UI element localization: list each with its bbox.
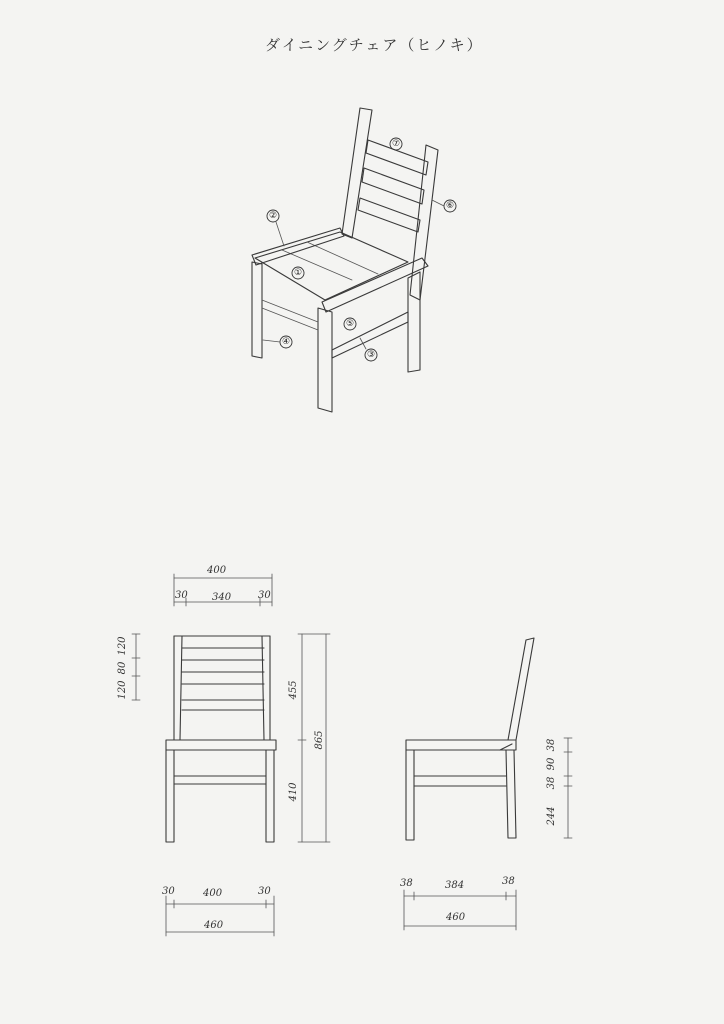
dim-rail-2: 90 (546, 757, 557, 771)
dim-total-height: 865 (314, 730, 325, 750)
dim-side-bottom-total: 460 (446, 912, 466, 923)
part-4-label: ④ (281, 337, 291, 347)
part-5-label: ⑤ (345, 319, 355, 329)
dim-back-1: 120 (117, 636, 128, 656)
part-3-label: ③ (366, 350, 376, 360)
dim-top-side-left: 30 (175, 590, 188, 601)
part-1-label: ① (293, 268, 303, 278)
dim-bottom-inner: 400 (203, 888, 223, 899)
dim-bottom-side-left: 30 (162, 886, 175, 897)
dim-top-side-right: 30 (258, 590, 271, 601)
dim-seat-height: 410 (288, 782, 299, 802)
dim-back-height: 455 (288, 680, 299, 700)
dim-side-bottom-left: 38 (400, 878, 413, 889)
dim-bottom-side-right: 30 (258, 886, 271, 897)
part-2-label: ② (268, 211, 278, 221)
dim-leg-height: 244 (546, 806, 557, 826)
isometric-chair (252, 108, 438, 412)
dim-back-3: 120 (117, 680, 128, 700)
dim-top-inner: 340 (212, 592, 232, 603)
drawing-title: ダイニングチェア（ヒノキ） (265, 36, 484, 54)
part-6-label: ⑥ (445, 201, 455, 211)
front-view (117, 565, 330, 936)
dim-top-width: 400 (207, 565, 227, 576)
dim-rail-spacing: 38 (546, 776, 557, 790)
side-view (400, 638, 572, 930)
dim-back-2: 80 (117, 661, 128, 675)
dim-bottom-total: 460 (204, 920, 224, 931)
dim-rail-1: 38 (546, 738, 557, 752)
dim-side-bottom-inner: 384 (445, 880, 465, 891)
part-7-label: ⑦ (391, 139, 401, 149)
dim-side-bottom-right: 38 (502, 876, 515, 887)
